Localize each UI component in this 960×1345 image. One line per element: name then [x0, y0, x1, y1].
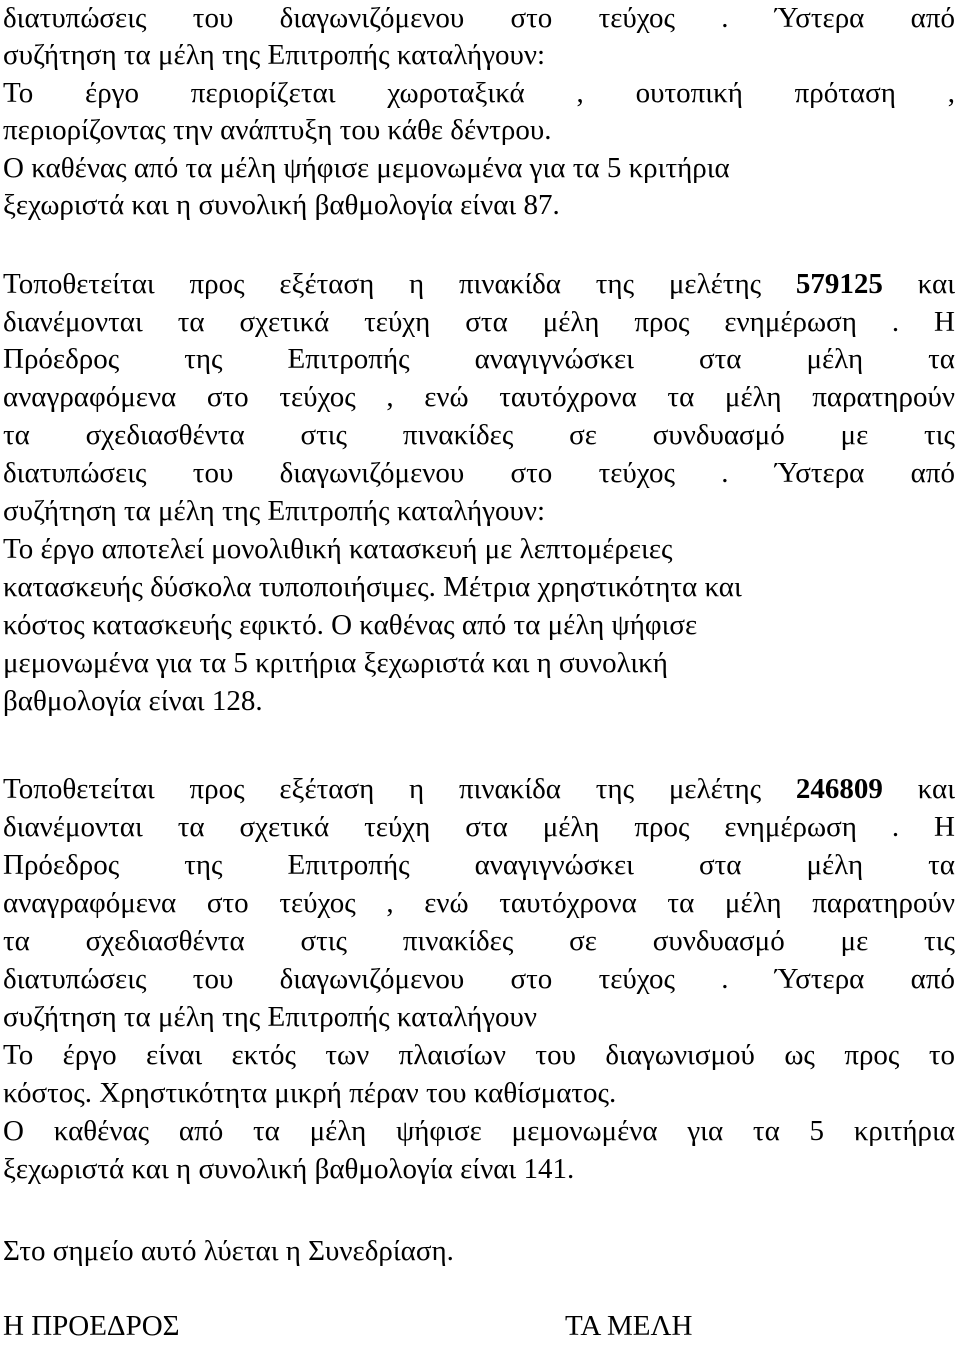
- paragraph-2-line: μεμονωμένα για τα 5 κριτήρια ξεχωριστά και η συνολική: [3, 647, 668, 679]
- paragraph-2-line: αναγραφόμενα στο τεύχος , ενώ ταυτόχρονα τα μέλη παρατηρούν: [3, 381, 955, 413]
- study-code: 579125: [795, 268, 883, 300]
- paragraph-3-first-line: [3, 770, 955, 808]
- paragraph-1-line: ξεχωριστά και η συνολική βαθμολογία είναι 87.: [3, 189, 560, 221]
- paragraph-3-text-pre: Τοποθετείται προς εξέταση η πινακίδα της μελέτης: [3, 773, 762, 805]
- paragraph-3-line: ξεχωριστά και η συνολική βαθμολογία είναι 141.: [3, 1153, 575, 1185]
- paragraph-3-text-post: και: [917, 773, 955, 805]
- signature-members: ΤΑ ΜΕΛΗ: [565, 1310, 693, 1342]
- paragraph-2-first-line: [3, 265, 955, 303]
- paragraph-3-line: διατυπώσεις του διαγωνιζόμενου στο τεύχος . Ύστερα από: [3, 963, 955, 995]
- paragraph-1-line: Το έργο περιορίζεται χωροταξικά , ουτοπική πρόταση ,: [3, 77, 955, 109]
- paragraph-3-line: κόστος. Χρηστικότητα μικρή πέραν του καθίσματος.: [3, 1077, 617, 1109]
- paragraph-2-line: Το έργο αποτελεί μονολιθική κατασκευή με λεπτομέρειες: [3, 533, 673, 565]
- paragraph-2-line: Πρόεδρος της Επιτροπής αναγιγνώσκει στα μέλη τα: [3, 343, 955, 375]
- study-code: 246809: [795, 773, 883, 805]
- paragraph-3-line: αναγραφόμενα στο τεύχος , ενώ ταυτόχρονα τα μέλη παρατηρούν: [3, 887, 955, 919]
- paragraph-2-text-pre: Τοποθετείται προς εξέταση η πινακίδα της μελέτης: [3, 268, 762, 300]
- signature-president: Η ΠΡΟΕΔΡΟΣ: [3, 1310, 180, 1342]
- paragraph-3-line: τα σχεδιασθέντα στις πινακίδες σε συνδυασμό με τις: [3, 925, 955, 957]
- paragraph-3-line: συζήτηση τα μέλη της Επιτροπής καταλήγουν: [3, 1001, 537, 1033]
- paragraph-1-line: Ο καθένας από τα μέλη ψήφισε μεμονωμένα για τα 5 κριτήρια: [3, 152, 730, 184]
- paragraph-3-line: διανέμονται τα σχετικά τεύχη στα μέλη προς ενημέρωση . Η: [3, 811, 955, 843]
- paragraph-2-line: συζήτηση τα μέλη της Επιτροπής καταλήγουν:: [3, 495, 546, 527]
- paragraph-2-line: διανέμονται τα σχετικά τεύχη στα μέλη προς ενημέρωση . Η: [3, 306, 955, 338]
- paragraph-2-line: διατυπώσεις του διαγωνιζόμενου στο τεύχος . Ύστερα από: [3, 457, 955, 489]
- paragraph-3-line: Πρόεδρος της Επιτροπής αναγιγνώσκει στα μέλη τα: [3, 849, 955, 881]
- paragraph-2-line: κόστος κατασκευής εφικτό. Ο καθένας από τα μέλη ψήφισε: [3, 609, 698, 641]
- paragraph-1-line: περιορίζοντας την ανάπτυξη του κάθε δέντρου.: [3, 114, 552, 146]
- paragraph-1-line: διατυπώσεις του διαγωνιζόμενου στο τεύχος . Ύστερα από: [3, 2, 955, 34]
- paragraph-2-line: τα σχεδιασθέντα στις πινακίδες σε συνδυασμό με τις: [3, 419, 955, 451]
- paragraph-2-line: κατασκευής δύσκολα τυποποιήσιμες. Μέτρια χρηστικότητα και: [3, 571, 742, 603]
- paragraph-3-line: Το έργο είναι εκτός των πλαισίων του διαγωνισμού ως προς το: [3, 1039, 955, 1071]
- paragraph-3-line: Ο καθένας από τα μέλη ψήφισε μεμονωμένα για τα 5 κριτήρια: [3, 1115, 955, 1147]
- closing-line: Στο σημείο αυτό λύεται η Συνεδρίαση.: [3, 1235, 454, 1267]
- paragraph-1-line: συζήτηση τα μέλη της Επιτροπής καταλήγουν:: [3, 39, 546, 71]
- paragraph-2-line: βαθμολογία είναι 128.: [3, 685, 263, 717]
- paragraph-2-text-post: και: [917, 268, 955, 300]
